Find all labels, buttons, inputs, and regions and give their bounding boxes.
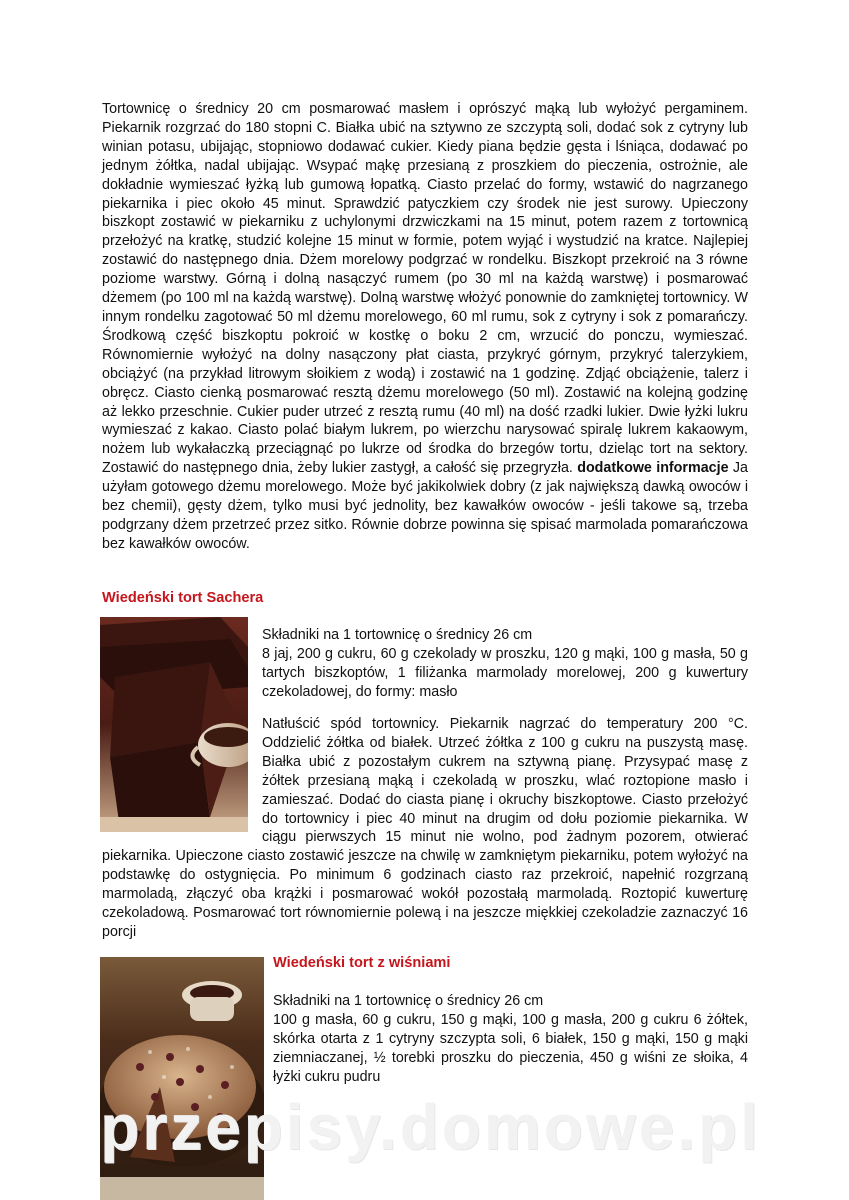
cherry-recipe-title: Wiedeński tort z wiśniami — [273, 955, 451, 971]
extra-info-label: dodatkowe informacje — [577, 460, 729, 477]
intro-paragraph: Tortownicę o średnicy 20 cm posmarować masłem i oprószyć mąką lub wyłożyć pergaminem. Piekarnik rozgrzać do 180 stopni C. Białka ubić na sztywno ze szczyptą soli, dodać sok z cytryny lub winian potasu, ubijając, stopniowo dodawać cukier. Kiedy piana będzie gęsta i lśniąca, dodawać po jednym żółtka, nadal ubijając. Wsypać mąkę przesianą z proszkiem do pieczenia, ostrożnie, ale dokładnie wymieszać łyżką lub gumową łopatką. Ciasto przelać do formy, wstawić do nagrzanego piekarnika i piec około 45 minut. Sprawdzić patyczkiem czy środek nie jest surowy. Upieczony biszkopt zostawić w piekarniku z uchylonymi drzwiczkami na 15 minut, potem razem z tortownicą przełożyć na kratkę, studzić kolejne 15 minut w formie, potem wyjąć i wystudzić na kratce. Najlepiej zostawić do następnego dnia. Dżem morelowy podgrzać w rondelku. Biszkopt przekroić na 3 równe poziome warstwy. Górną i dolną nasączyć rumem (po 30 ml na każdą warstwę) i posmarować dżemem (po 100 ml na każdą warstwę). Dolną warstwę włożyć ponownie do zamkniętej tortownicy. W innym rondelku zagotować 50 ml dżemu morelowego, 60 ml rumu, sok z cytryny i sok z pomarańczy. Środkową część biszkoptu pokroić w kostkę o boku 2 cm, wrzucić do ponczu, wymieszać. Równomiernie wyłożyć na dolny nasączony płat ciasta, przykryć górnym, przykryć talerzykiem, obciążyć (na przykład litrowym słoikiem z wodą) i zostawić na 1 godzinę. Zdjąć obciążenie, talerz i obręcz. Ciasto cienką posmarować resztą dżemu morelowego (50 ml). Zostawić na kolejną godzinę aż lekko przeschnie. Cukier puder utrzeć z resztą rumu (40 ml) na dość rzadki lukier. Dwie łyżki lukru wymieszać z kakao. Ciasto polać białym lukrem, po wierzchu narysować spiralę lukrem kakaowym, nożem lub wykałaczką przeciągnąć po lukrze od środka do brzegów tortu, dzieląc tort na sektory. Zostawić do następnego dnia, żeby lukier zastygł, a całość się przegryzła. — [102, 101, 748, 477]
photo-wrap-spacer — [102, 715, 262, 832]
site-watermark: przepisy.domowe.pl — [100, 1091, 761, 1163]
extra-info-text: Ja użyłam gotowego dżemu morelowego. Może być jakikolwiek dobry (z jak największą dawką owoców i bez chemii), gęsty dżem, tylko musi być jednolity, bez kawałków owoców - jeśli takowe są, trzeba podgrzany dżem przetrzeć przez sitko. Równie dobrze powinna się spisać marmolada pomarańczowa bez kawałków owoców. — [102, 460, 748, 552]
intro-recipe-text — [102, 100, 748, 554]
cherry-ingredients-block — [273, 992, 748, 1087]
cherry-ingredients-list: 100 g masła, 60 g cukru, 150 g mąki, 100 g masła, 200 g cukru 6 żółtek, skórka otarta z 1 cytryny szczypta soli, 6 białek, 150 g mąki, 150 g mąki ziemniaczanej, ½ torebki proszku do pieczenia, 450 g wiśni ze słoika, 4 łyżki cukru pudru — [273, 1011, 748, 1085]
sacher-recipe-title: Wiedeński tort Sachera — [102, 590, 264, 606]
cherry-ingredients-heading: Składniki na 1 tortownicę o średnicy 26 cm — [273, 993, 544, 1009]
sacher-ingredients-list: 8 jaj, 200 g cukru, 60 g czekolady w proszku, 120 g mąki, 100 g masła, 50 g tartych biszkoptów, 1 filiżanka marmolady morelowej, 200 g kuwertury czekoladowej, do formy: masło — [262, 645, 748, 700]
sacher-ingredients-heading: Składniki na 1 tortownicę o średnicy 26 cm — [262, 627, 533, 643]
sacher-method-text: Natłuścić spód tortownicy. Piekarnik nagrzać do temperatury 200 °C. Oddzielić żółtka od białek. Utrzeć żółtka z 100 g cukru na puszystą masę. Białka ubić z pozostałym cukrem na sztywną pianę. Przysypać masę z żółtek przesianą mąką i czekoladą w proszku, wlać roztopione masło i zamieszać. Dodać do ciasta pianę i okruchy biszkoptowe. Ciasto przełożyć do tortownicy i piec 40 minut na drugim od dołu poziomie piekarnika. W ciągu pierwszych 15 minut nie wolno, pod żadnym pozorem, otwierać piekarnika. Upieczone ciasto zostawić jeszcze na chwilę w zamkniętym piekarniku, potem wyłożyć na podstawkę do ostygnięcia. Po minimum 6 godzinach ciasto raz przekroić, napełnić rozgrzaną marmoladą, złączyć oba krążki i posmarować wokół pozostałą marmoladą. Roztopić kuwerturę czekoladową. Posmarować tort równomiernie polewą i na jeszcze miękkiej czekoladzie zaznaczyć 16 porcji — [102, 716, 748, 940]
sacher-method-block — [102, 715, 748, 942]
sacher-ingredients-block — [262, 626, 748, 702]
cherry-cake-photo — [100, 957, 264, 1200]
